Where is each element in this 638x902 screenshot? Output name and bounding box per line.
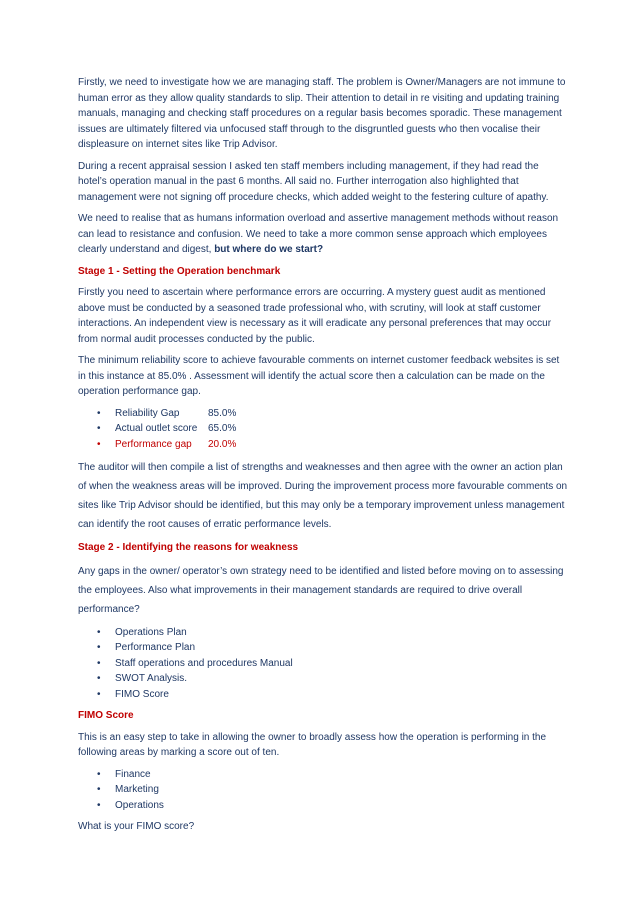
stage2-paragraph-1: Any gaps in the owner/ operator’s own strategy need to be identified and listed before moving on to assessing the employees. Also what improvements in their management standards are required to drive overall performance?: [78, 565, 564, 615]
list-item: [78, 687, 568, 703]
intro-paragraph-3: [78, 211, 568, 258]
stage2-heading: Stage 2 - Identifying the reasons for weakness: [78, 542, 299, 553]
bullet-icon: •: [97, 626, 101, 638]
metric-value: 65.0%: [208, 423, 237, 434]
list-item: [78, 782, 568, 798]
list-item: [78, 640, 568, 656]
list-item: [78, 767, 568, 783]
metric-label: Actual outlet score: [115, 423, 198, 434]
list-item-label: Performance Plan: [115, 642, 196, 653]
metric-label: Reliability Gap: [115, 407, 180, 419]
metric-performance-gap: [78, 437, 568, 453]
list-item-label: Operations Plan: [115, 626, 187, 638]
list-item: [78, 671, 568, 687]
intro-paragraph-1: Firstly, we need to investigate how we are managing staff. The problem is Owner/Managers are not immune to human error as they allow quality standards to slip. Their attention to detail in re visiting and updating training manuals, managing and checking staff procedures on a regular basis becomes sporadic. These management issues are ultimately filtered via unfocused staff through to the disgruntled guests who then vocalise their displeasure on internet sites like Trip Advisor.: [78, 77, 566, 150]
metric-label: Performance gap: [115, 438, 192, 450]
document-page: [78, 75, 568, 841]
bullet-icon: •: [97, 673, 101, 684]
list-item-label: Marketing: [115, 784, 159, 795]
list-item-label: SWOT Analysis.: [115, 673, 188, 684]
list-item-label: Operations: [115, 799, 164, 811]
bullet-icon: •: [97, 423, 101, 434]
stage1-heading: Stage 1 - Setting the Operation benchmark: [78, 265, 281, 277]
stage1-paragraph-1: Firstly you need to ascertain where performance errors are occurring. A mystery guest audit as mentioned above must be conducted by a seasoned trade professional who, with scrutiny, will look at staff customer interactions. An independent view is necessary as it will eradicate any personal preferences that may occur from normal audit processes conducted by the public.: [78, 287, 552, 345]
fimo-heading: FIMO Score: [78, 710, 134, 721]
fimo-list: [78, 767, 568, 814]
list-item-label: Finance: [115, 768, 151, 780]
metric-value: 20.0%: [208, 438, 237, 450]
metric-actual-outlet-score: [78, 421, 568, 437]
bullet-icon: •: [97, 642, 101, 653]
bullet-icon: •: [97, 688, 101, 700]
strategy-list: [78, 625, 568, 703]
list-item-label: Staff operations and procedures Manual: [115, 657, 293, 669]
bullet-icon: •: [97, 799, 101, 811]
bullet-icon: •: [97, 768, 101, 780]
metric-value: 85.0%: [208, 407, 237, 419]
bullet-icon: •: [97, 438, 101, 450]
list-item: [78, 656, 568, 672]
intro-question: but where do we start?: [214, 244, 324, 255]
bullet-icon: •: [97, 657, 101, 669]
stage1-paragraph-3: The auditor will then compile a list of strengths and weaknesses and then agree with the owner an action plan of when the weakness areas will be improved. During the improvement process more favourable comments on sites like Trip Advisor should be identified, but this may only be a temporary improvement unless management can identify the root causes of erratic performance levels.: [78, 462, 568, 530]
list-item: [78, 798, 568, 814]
intro-paragraph-2: During a recent appraisal session I asked ten staff members including management, if they had read the hotel’s operation manual in the past 6 months. All said no. Further interrogation also highlighted that management were not signing off procedure checks, which added weight to the festering culture of apathy.: [78, 160, 549, 203]
fimo-question: What is your FIMO score?: [78, 821, 195, 832]
metrics-list: [78, 406, 568, 453]
metric-reliability-gap: [78, 406, 568, 422]
bullet-icon: •: [97, 407, 101, 419]
fimo-paragraph-1: This is an easy step to take in allowing the owner to broadly assess how the operation is performing in the following areas by marking a score out of ten.: [78, 731, 547, 758]
intro-paragraph-3-text: We need to realise that as humans information overload and assertive management methods without reason can lead to resistance and confusion. We need to take a more common sense approach which employees clearly understand and digest,: [78, 213, 559, 255]
list-item: [78, 625, 568, 641]
bullet-icon: •: [97, 784, 101, 795]
list-item-label: FIMO Score: [115, 688, 169, 700]
stage1-paragraph-2: The minimum reliability score to achieve favourable comments on internet customer feedback websites is set in this instance at 85.0% . Assessment will identify the actual score then a calculation can be made on the operation performance gap.: [78, 355, 560, 397]
